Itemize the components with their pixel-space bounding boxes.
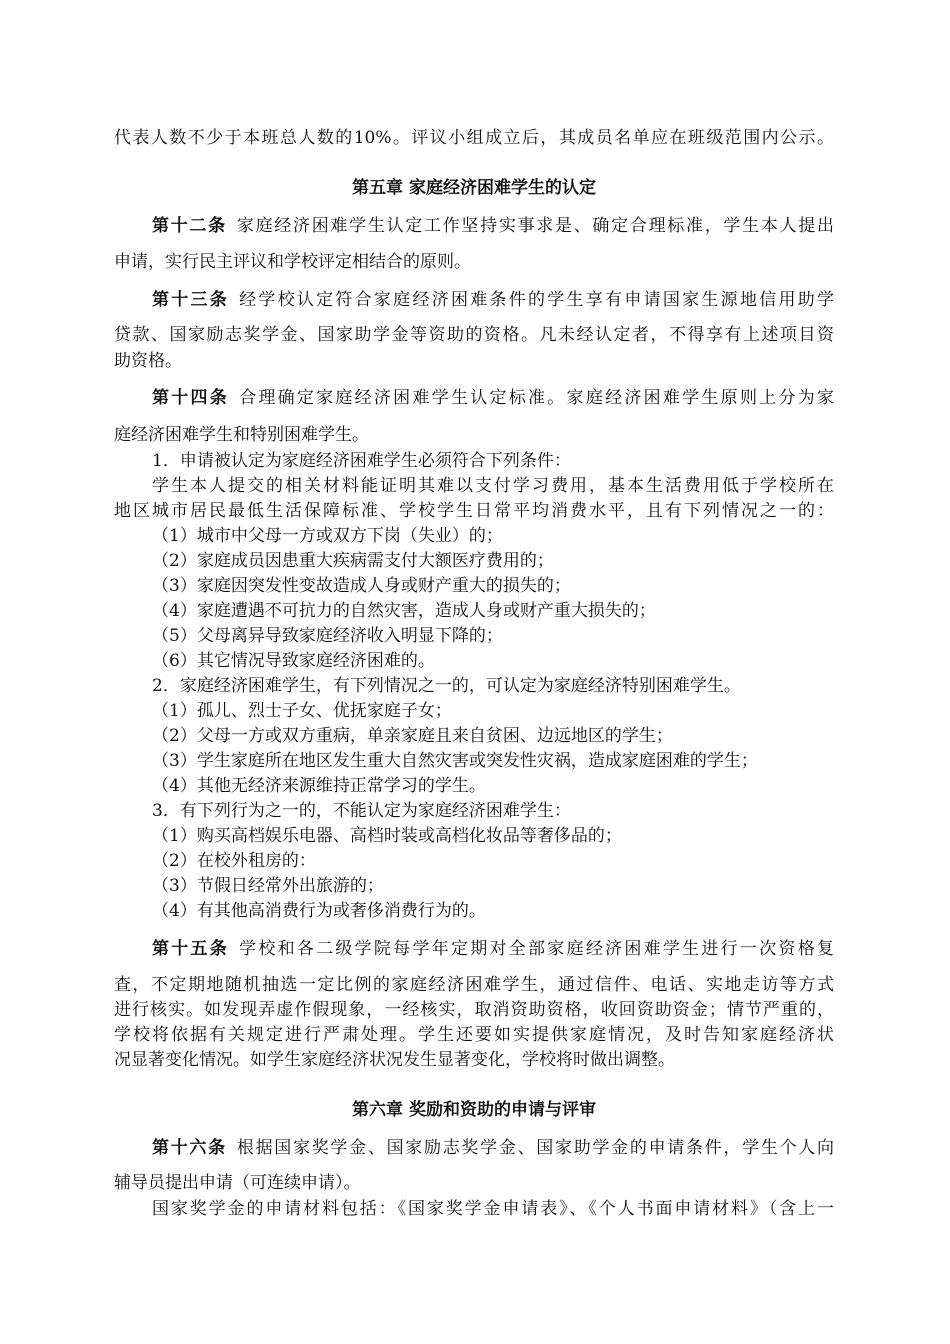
list-item: （1）购买高档娱乐电器、高档时装或高档化妆品等奢侈品的； — [152, 826, 622, 846]
list-item: （4）其他无经济来源维持正常学习的学生。 — [152, 776, 486, 796]
list-item: （2）父母一方或双方重病，单亲家庭且来自贫困、边远地区的学生； — [152, 726, 673, 746]
article-16-text-1: 根据国家奖学金、国家励志奖学金、国家助学金的申请条件，学生个人向 — [236, 1138, 834, 1158]
article-14-text-1: 合理确定家庭经济困难学生认定标准。家庭经济困难学生原则上分为家 — [239, 388, 834, 408]
article-15-line-1 — [152, 938, 834, 960]
article-14-line-1 — [152, 387, 834, 409]
article-12-text-1: 家庭经济困难学生认定工作坚持实事求是、确定合理标准，学生本人提出 — [236, 216, 834, 236]
article-14-label: 第十四条 — [152, 388, 230, 408]
chapter-6-heading: 第六章 奖励和资助的申请与评审 — [352, 1100, 596, 1120]
list-item: （1）孤儿、烈士子女、优抚家庭子女； — [152, 701, 452, 721]
article-12-line-2: 申请，实行民主评议和学校评定相结合的原则。 — [114, 252, 471, 272]
list-item: （4）有其他高消费行为或奢侈消费行为的。 — [152, 901, 486, 921]
article-13-line-1 — [152, 289, 834, 311]
article-15-line-3: 进行核实。如发现弄虚作假现象，一经核实，取消资助资格，收回资助资金；情节严重的， — [114, 1000, 834, 1020]
article-15-text-1: 学校和各二级学院每学年定期对全部家庭经济困难学生进行一次资格复 — [239, 939, 834, 959]
list-item: （5）父母离异导致家庭经济收入明显下降的； — [152, 626, 503, 646]
article-14-line-2: 庭经济困难学生和特别困难学生。 — [114, 425, 369, 445]
list-item: 学生本人提交的相关材料能证明其难以支付学习费用，基本生活费用低于学校所在 — [152, 476, 834, 496]
article-12-line-1 — [152, 215, 834, 237]
article-13-line-3: 助资格。 — [114, 351, 182, 371]
list-item: （2）家庭成员因患重大疾病需支付大额医疗费用的； — [152, 551, 554, 571]
article-13-line-2: 贷款、国家励志奖学金、国家助学金等资助的资格。凡未经认定者，不得享有上述项目资 — [114, 325, 834, 345]
list-item: （3）节假日经常外出旅游的； — [152, 876, 384, 896]
list-item: 2．家庭经济困难学生，有下列情况之一的，可认定为家庭经济特别困难学生。 — [152, 676, 741, 696]
chapter-5-heading: 第五章 家庭经济困难学生的认定 — [352, 178, 596, 198]
article-16-label: 第十六条 — [152, 1138, 227, 1158]
intro-line-1: 代表人数不少于本班总人数的10%。评议小组成立后，其成员名单应在班级范围内公示。 — [114, 128, 834, 148]
article-15-line-5: 况显著变化情况。如学生家庭经济状况发生显著变化，学校将时做出调整。 — [114, 1050, 675, 1070]
article-15-line-2: 查，不定期地随机抽选一定比例的家庭经济困难学生，通过信件、电话、实地走访等方式 — [114, 975, 834, 995]
list-item: （6）其它情况导致家庭经济困难的。 — [152, 651, 435, 671]
list-item: （3）家庭因突发性变故造成人身或财产重大的损失的； — [152, 576, 571, 596]
list-item: （3）学生家庭所在地区发生重大自然灾害或突发性灾祸，造成家庭困难的学生； — [152, 751, 758, 771]
article-13-label: 第十三条 — [152, 290, 230, 310]
list-item: （4）家庭遭遇不可抗力的自然灾害，造成人身或财产重大损失的； — [152, 601, 656, 621]
list-item: 3．有下列行为之一的，不能认定为家庭经济困难学生： — [152, 801, 571, 821]
list-item: 1．申请被认定为家庭经济困难学生必须符合下列条件： — [152, 451, 571, 471]
list-item: （2）在校外租房的： — [152, 851, 316, 871]
list-item: 地区城市居民最低生活保障标准、学校学生日常平均消费水平，且有下列情况之一的： — [114, 501, 834, 521]
article-16-line-2: 辅导员提出申请（可连续申请）。 — [114, 1173, 361, 1193]
article-12-label: 第十二条 — [152, 216, 227, 236]
list-item: （1）城市中父母一方或双方下岗（失业）的； — [152, 526, 503, 546]
article-13-text-1: 经学校认定符合家庭经济困难条件的学生享有申请国家生源地信用助学 — [239, 290, 834, 310]
final-paragraph-line-1: 国家奖学金的申请材料包括：《国家奖学金申请表》、《个人书面申请材料》（含上一 — [152, 1199, 834, 1219]
article-16-line-1 — [152, 1137, 834, 1159]
article-15-label: 第十五条 — [152, 939, 230, 959]
article-15-line-4: 学校将依据有关规定进行严肃处理。学生还要如实提供家庭情况，及时告知家庭经济状 — [114, 1025, 834, 1045]
